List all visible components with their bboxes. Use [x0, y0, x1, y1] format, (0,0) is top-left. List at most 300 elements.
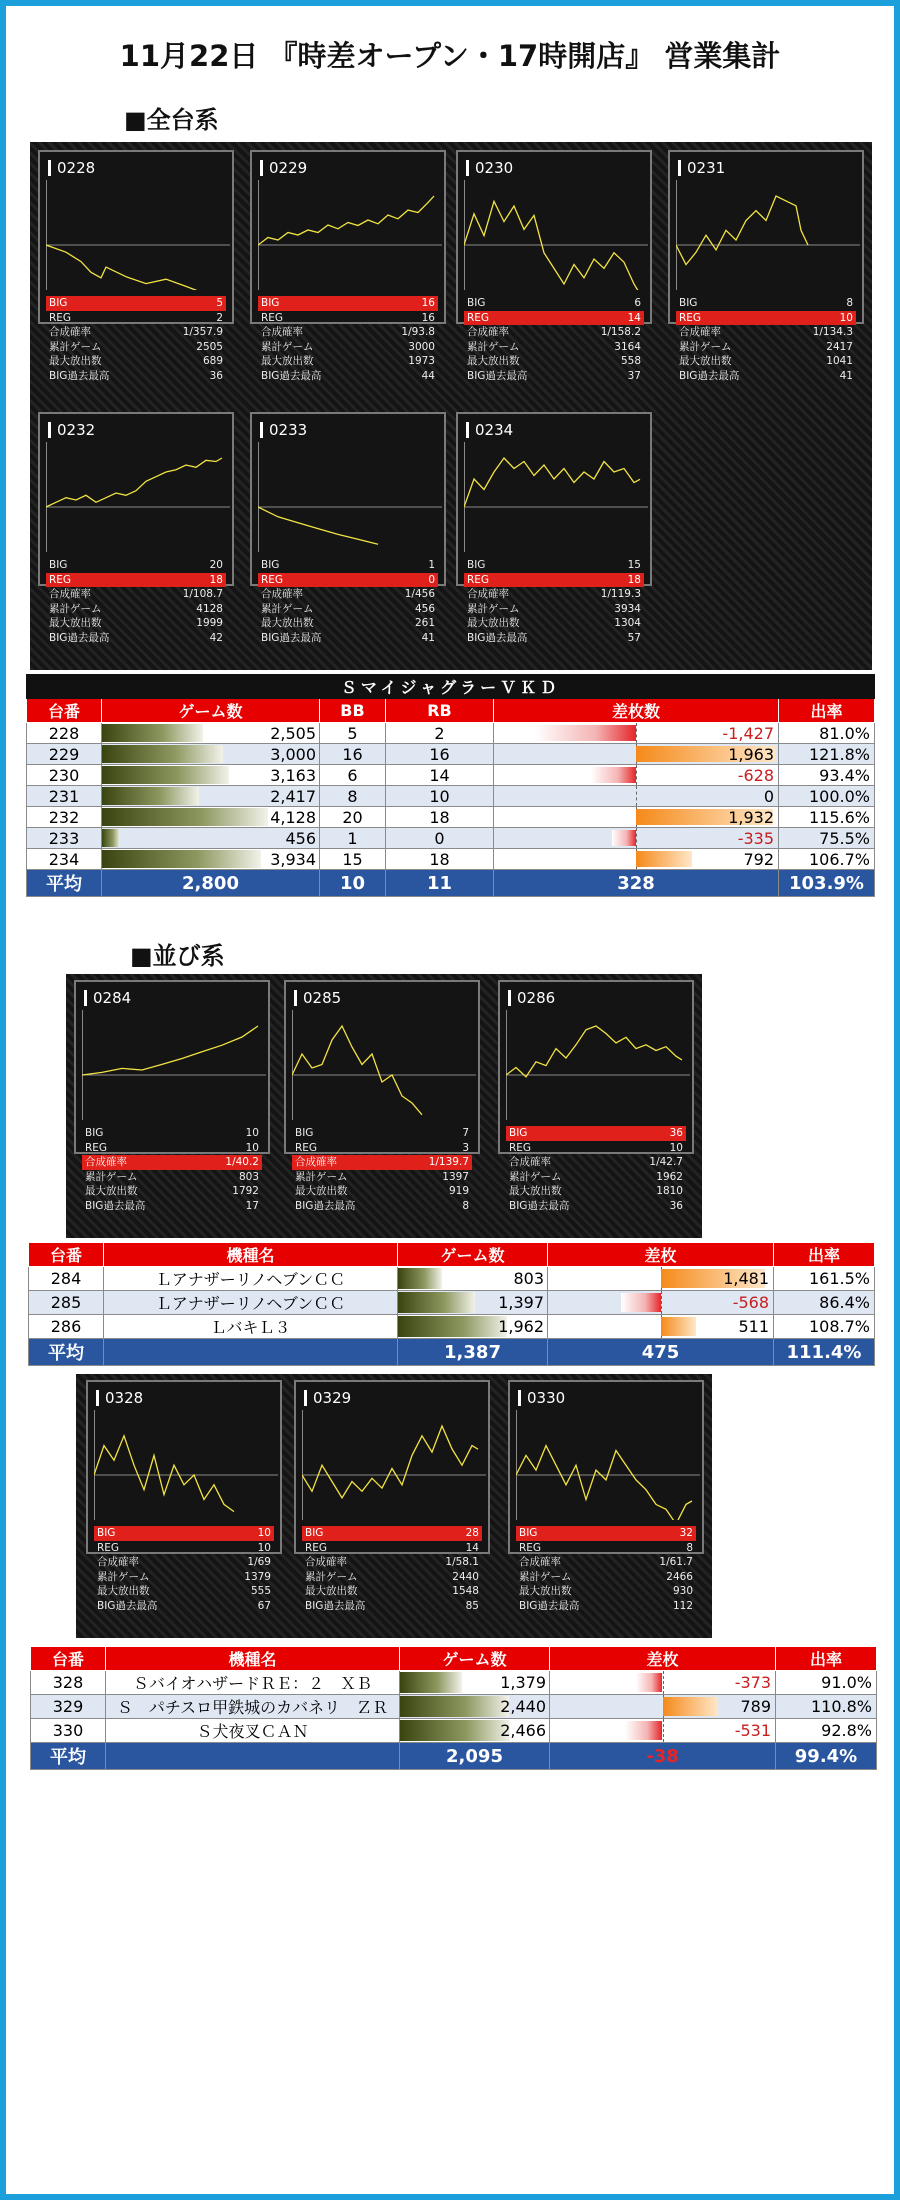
stat-label: REG	[49, 311, 72, 324]
machine-number: 286	[29, 1315, 104, 1339]
diff-cell: -1,427	[494, 723, 779, 744]
machine-number: 284	[29, 1267, 104, 1291]
stat-value: 0	[428, 573, 435, 586]
games-cell: 803	[398, 1267, 548, 1291]
stat-label: 累計ゲーム	[49, 602, 102, 615]
rate-cell: 91.0%	[776, 1671, 877, 1695]
stat-row	[302, 1555, 482, 1570]
stat-row	[302, 1570, 482, 1585]
card-chart	[258, 180, 442, 290]
stat-value: 67	[257, 1599, 271, 1612]
stat-value: 112	[672, 1599, 693, 1612]
card-chart	[46, 180, 230, 290]
rate-cell: 86.4%	[774, 1291, 875, 1315]
stat-value: 10	[245, 1127, 259, 1139]
rb-cell: 14	[386, 765, 494, 786]
card-number: 0233	[260, 422, 307, 438]
stat-label: BIG過去最高	[85, 1199, 146, 1212]
stat-value: 16	[421, 311, 435, 324]
stat-value: 2	[216, 311, 223, 324]
stat-row	[464, 354, 644, 369]
stat-label: 最大放出数	[49, 617, 102, 630]
machine-number: 234	[27, 849, 102, 870]
stat-label: 合成確率	[509, 1156, 551, 1169]
machine-name-banner: ＳマイジャグラーＶＫＤ	[27, 675, 875, 699]
stat-row	[506, 1199, 686, 1214]
card-number: 0329	[304, 1390, 351, 1406]
stat-value: 1041	[826, 355, 853, 368]
diff-cell: -373	[550, 1671, 776, 1695]
stat-row	[292, 1170, 472, 1185]
stat-row	[506, 1141, 686, 1156]
bb-cell: 20	[320, 807, 386, 828]
machine-name: ＬバキＬ３	[104, 1315, 398, 1339]
table-row	[27, 765, 875, 786]
stat-row	[292, 1126, 472, 1141]
table-row-group2	[30, 1646, 877, 1770]
stat-value: 1/139.7	[428, 1156, 469, 1169]
diff-cell: -628	[494, 765, 779, 786]
stat-label: BIG過去最高	[509, 1199, 570, 1212]
card-chart	[464, 442, 648, 552]
stat-row	[46, 602, 226, 617]
card-chart	[302, 1410, 486, 1520]
stat-row	[258, 631, 438, 646]
card-stats	[82, 1126, 262, 1214]
stat-label: 最大放出数	[467, 355, 520, 368]
stat-value: 14	[627, 311, 641, 324]
stat-label: 合成確率	[467, 326, 509, 339]
stat-value: 3000	[408, 340, 435, 353]
card-chart	[516, 1410, 700, 1520]
stat-value: 10	[669, 1141, 683, 1154]
card-number: 0228	[48, 160, 95, 176]
games-cell: 456	[102, 828, 320, 849]
stat-value: 41	[839, 369, 853, 382]
diff-cell: 792	[494, 849, 779, 870]
stat-value: 17	[245, 1199, 259, 1212]
stat-value: 1962	[656, 1170, 683, 1183]
stat-value: 2417	[826, 340, 853, 353]
slump-line	[82, 1026, 258, 1075]
stat-value: 1973	[408, 355, 435, 368]
slump-line	[464, 458, 640, 507]
stat-label: 最大放出数	[679, 355, 732, 368]
diff-cell: 1,963	[494, 744, 779, 765]
stat-value: 36	[669, 1199, 683, 1212]
stat-value: 7	[462, 1127, 469, 1139]
stat-label: 合成確率	[295, 1156, 337, 1169]
games-cell: 3,163	[102, 765, 320, 786]
rb-cell: 18	[386, 807, 494, 828]
stat-value: 8	[462, 1199, 469, 1212]
stat-value: 6	[634, 297, 641, 309]
stat-row	[292, 1141, 472, 1156]
stat-value: 2505	[196, 340, 223, 353]
stat-label: 合成確率	[519, 1556, 561, 1569]
stat-label: BIG	[49, 297, 68, 309]
card-stats	[302, 1526, 482, 1614]
slump-line	[464, 201, 640, 290]
games-cell: 1,397	[398, 1291, 548, 1315]
machine-card-0329	[294, 1380, 490, 1612]
column-header: ゲーム数	[400, 1647, 550, 1671]
table-row	[27, 723, 875, 744]
stat-row	[464, 340, 644, 355]
stat-row	[258, 311, 438, 326]
section-title-row: ■並び系	[130, 942, 225, 970]
stat-value: 1/119.3	[600, 588, 641, 601]
games-cell: 1,962	[398, 1315, 548, 1339]
stat-value: 1	[428, 559, 435, 571]
slump-line	[46, 245, 206, 290]
stat-row	[258, 573, 438, 588]
stat-label: REG	[97, 1541, 120, 1554]
rb-cell: 18	[386, 849, 494, 870]
stat-label: 最大放出数	[261, 617, 314, 630]
machine-card-0231	[668, 150, 864, 382]
card-stats	[464, 296, 644, 384]
stat-row	[464, 573, 644, 588]
avg-rate: 99.4%	[776, 1743, 877, 1770]
stat-row	[676, 369, 856, 384]
stat-value: 18	[209, 573, 223, 586]
machine-card-0233	[250, 412, 446, 644]
table-row	[27, 786, 875, 807]
stat-label: BIG過去最高	[467, 631, 528, 644]
avg-games: 2,800	[102, 870, 320, 897]
average-row	[27, 870, 875, 897]
diff-cell: 0	[494, 786, 779, 807]
stat-value: 37	[627, 369, 641, 382]
stat-row	[464, 296, 644, 311]
avg-diff: -38	[550, 1743, 776, 1770]
slump-line	[302, 1426, 478, 1498]
card-chart	[506, 1010, 690, 1120]
rate-cell: 108.7%	[774, 1315, 875, 1339]
games-cell: 1,379	[400, 1671, 550, 1695]
stat-value: 10	[257, 1527, 271, 1539]
stat-label: BIG過去最高	[97, 1599, 158, 1612]
stat-value: 36	[209, 369, 223, 382]
table-row-group1	[28, 1242, 875, 1366]
avg-blank	[106, 1743, 400, 1770]
column-header: 出率	[779, 699, 875, 723]
stat-label: BIG	[467, 297, 486, 309]
stat-value: 36	[669, 1127, 683, 1139]
stat-label: 合成確率	[467, 588, 509, 601]
rate-cell: 92.8%	[776, 1719, 877, 1743]
table-row	[27, 828, 875, 849]
stat-value: 1/158.2	[600, 326, 641, 339]
machine-name: ＳバイオハザードＲＥ：２ ＸＢ	[106, 1671, 400, 1695]
stat-value: 10	[245, 1141, 259, 1154]
stat-row	[46, 369, 226, 384]
slump-line	[258, 196, 434, 245]
stat-label: REG	[295, 1141, 318, 1154]
card-stats	[46, 296, 226, 384]
stat-row	[302, 1584, 482, 1599]
card-number: 0285	[294, 990, 341, 1006]
stat-label: BIG過去最高	[679, 369, 740, 382]
stat-value: 1792	[232, 1185, 259, 1198]
avg-games: 1,387	[398, 1339, 548, 1366]
stat-row	[292, 1184, 472, 1199]
machine-name: ＬアナザーリノヘブンＣＣ	[104, 1291, 398, 1315]
stat-row	[46, 340, 226, 355]
table-row	[27, 807, 875, 828]
rate-cell: 100.0%	[779, 786, 875, 807]
stat-value: 1/58.1	[445, 1556, 479, 1569]
stat-value: 919	[448, 1185, 469, 1198]
bb-cell: 8	[320, 786, 386, 807]
stat-row	[82, 1170, 262, 1185]
stat-label: 累計ゲーム	[261, 340, 314, 353]
stat-row	[464, 311, 644, 326]
card-stats	[258, 296, 438, 384]
stat-value: 456	[414, 602, 435, 615]
stat-label: 最大放出数	[49, 355, 102, 368]
stat-row	[302, 1526, 482, 1541]
stat-row	[516, 1584, 696, 1599]
stat-label: BIG	[519, 1527, 538, 1539]
stat-row	[82, 1184, 262, 1199]
machine-name: Ｓ犬夜叉ＣＡＮ	[106, 1719, 400, 1743]
stat-value: 930	[672, 1585, 693, 1598]
stat-label: 合成確率	[679, 326, 721, 339]
stat-value: 15	[627, 559, 641, 571]
slump-line	[94, 1436, 234, 1512]
bb-cell: 16	[320, 744, 386, 765]
diff-cell: -335	[494, 828, 779, 849]
column-header: 差枚	[548, 1243, 774, 1267]
machine-card-0230	[456, 150, 652, 382]
card-stats	[516, 1526, 696, 1614]
stat-value: 32	[679, 1527, 693, 1539]
stat-value: 5	[216, 297, 223, 309]
rate-cell: 115.6%	[779, 807, 875, 828]
stat-row	[516, 1526, 696, 1541]
stat-value: 1/134.3	[812, 326, 853, 339]
stat-label: 合成確率	[49, 326, 91, 339]
stat-label: 最大放出数	[85, 1185, 138, 1198]
stat-value: 44	[421, 369, 435, 382]
machine-card-0328	[86, 1380, 282, 1612]
stat-label: 合成確率	[261, 326, 303, 339]
avg-label: 平均	[27, 870, 102, 897]
avg-diff: 475	[548, 1339, 774, 1366]
stat-row	[46, 354, 226, 369]
column-header: 機種名	[106, 1647, 400, 1671]
diff-cell: 789	[550, 1695, 776, 1719]
stat-value: 1397	[442, 1170, 469, 1183]
slump-line	[292, 1026, 422, 1115]
rb-cell: 16	[386, 744, 494, 765]
stat-label: 累計ゲーム	[97, 1570, 150, 1583]
stat-row	[258, 616, 438, 631]
bb-cell: 5	[320, 723, 386, 744]
stat-label: 最大放出数	[261, 355, 314, 368]
machine-number: 328	[31, 1671, 106, 1695]
stat-label: BIG過去最高	[305, 1599, 366, 1612]
bb-cell: 1	[320, 828, 386, 849]
card-chart	[258, 442, 442, 552]
games-cell: 2,417	[102, 786, 320, 807]
column-header: ゲーム数	[398, 1243, 548, 1267]
stat-row	[292, 1155, 472, 1170]
column-header: 台番	[31, 1647, 106, 1671]
stat-value: 8	[686, 1541, 693, 1554]
stat-value: 803	[238, 1170, 259, 1183]
stat-label: BIG	[509, 1127, 528, 1139]
stat-row	[82, 1141, 262, 1156]
stat-row	[94, 1555, 274, 1570]
stat-value: 3934	[614, 602, 641, 615]
stat-label: BIG過去最高	[261, 631, 322, 644]
avg-label: 平均	[31, 1743, 106, 1770]
rb-cell: 2	[386, 723, 494, 744]
games-cell: 3,000	[102, 744, 320, 765]
games-cell: 4,128	[102, 807, 320, 828]
stat-label: 累計ゲーム	[509, 1170, 562, 1183]
stat-row	[46, 631, 226, 646]
stat-value: 16	[421, 297, 435, 309]
stat-label: 累計ゲーム	[305, 1570, 358, 1583]
stat-label: REG	[261, 311, 284, 324]
stat-row	[464, 602, 644, 617]
machine-number: 228	[27, 723, 102, 744]
stat-label: 累計ゲーム	[679, 340, 732, 353]
rate-cell: 93.4%	[779, 765, 875, 786]
stat-value: 1304	[614, 617, 641, 630]
machine-number: 330	[31, 1719, 106, 1743]
stat-value: 2466	[666, 1570, 693, 1583]
column-header: RB	[386, 699, 494, 723]
stat-value: 261	[414, 617, 435, 630]
column-header: 出率	[774, 1243, 875, 1267]
stat-label: 累計ゲーム	[467, 340, 520, 353]
table-row	[29, 1267, 875, 1291]
stat-label: BIG	[305, 1527, 324, 1539]
stat-value: 689	[202, 355, 223, 368]
stat-row	[676, 354, 856, 369]
machine-number: 229	[27, 744, 102, 765]
card-number: 0330	[518, 1390, 565, 1406]
stat-value: 57	[627, 631, 641, 644]
stat-label: 合成確率	[261, 588, 303, 601]
machine-name: ＬアナザーリノヘブンＣＣ	[104, 1267, 398, 1291]
stat-row	[464, 325, 644, 340]
stat-label: BIG	[49, 559, 68, 571]
stat-row	[94, 1526, 274, 1541]
stat-label: REG	[679, 311, 702, 324]
diff-cell: 511	[548, 1315, 774, 1339]
stat-row	[46, 558, 226, 573]
stat-row	[94, 1599, 274, 1614]
avg-label: 平均	[29, 1339, 104, 1366]
stat-row	[94, 1570, 274, 1585]
games-cell: 2,466	[400, 1719, 550, 1743]
table-row	[27, 744, 875, 765]
stat-row	[258, 587, 438, 602]
stat-label: 合成確率	[97, 1556, 139, 1569]
card-stats	[464, 558, 644, 646]
stat-label: REG	[467, 573, 490, 586]
machine-card-0234	[456, 412, 652, 644]
stat-value: 1/93.8	[401, 326, 435, 339]
stat-row	[676, 311, 856, 326]
machine-number: 232	[27, 807, 102, 828]
stat-row	[506, 1184, 686, 1199]
stat-label: 累計ゲーム	[467, 602, 520, 615]
stat-row	[676, 325, 856, 340]
card-chart	[94, 1410, 278, 1520]
stat-row	[258, 369, 438, 384]
card-number: 0229	[260, 160, 307, 176]
card-number: 0234	[466, 422, 513, 438]
stat-label: REG	[85, 1141, 108, 1154]
table-row	[31, 1695, 877, 1719]
stat-row	[302, 1599, 482, 1614]
table-row	[27, 849, 875, 870]
stat-row	[506, 1126, 686, 1141]
bb-cell: 6	[320, 765, 386, 786]
card-number: 0232	[48, 422, 95, 438]
stat-row	[516, 1555, 696, 1570]
stat-label: BIG	[97, 1527, 116, 1539]
stat-label: BIG過去最高	[261, 369, 322, 382]
diff-cell: -568	[548, 1291, 774, 1315]
stat-label: 合成確率	[49, 588, 91, 601]
stat-value: 20	[209, 559, 223, 571]
stat-value: 8	[846, 297, 853, 309]
stat-value: 1/357.9	[182, 326, 223, 339]
stat-row	[302, 1541, 482, 1556]
stat-label: BIG過去最高	[467, 369, 528, 382]
stat-label: BIG過去最高	[295, 1199, 356, 1212]
stat-value: 1/42.7	[649, 1156, 683, 1169]
stat-row	[464, 587, 644, 602]
machine-card-0228	[38, 150, 234, 382]
stat-row	[464, 616, 644, 631]
column-header: 台番	[27, 699, 102, 723]
stat-label: 最大放出数	[97, 1585, 150, 1598]
stat-label: 累計ゲーム	[49, 340, 102, 353]
stat-label: BIG過去最高	[519, 1599, 580, 1612]
stat-value: 10	[839, 311, 853, 324]
rate-cell: 121.8%	[779, 744, 875, 765]
rb-cell: 0	[386, 828, 494, 849]
stat-row	[46, 587, 226, 602]
stat-value: 1/61.7	[659, 1556, 693, 1569]
stat-row	[292, 1199, 472, 1214]
stat-label: BIG過去最高	[49, 369, 110, 382]
stat-value: 555	[250, 1585, 271, 1598]
rate-cell: 75.5%	[779, 828, 875, 849]
card-stats	[46, 558, 226, 646]
machine-number: 231	[27, 786, 102, 807]
stat-row	[82, 1155, 262, 1170]
rate-cell: 110.8%	[776, 1695, 877, 1719]
stat-row	[94, 1584, 274, 1599]
stat-value: 18	[627, 573, 641, 586]
stat-value: 1/40.2	[225, 1156, 259, 1169]
column-header: ゲーム数	[102, 699, 320, 723]
stat-label: REG	[519, 1541, 542, 1554]
card-number: 0230	[466, 160, 513, 176]
slump-line	[46, 458, 222, 507]
stat-value: 1999	[196, 617, 223, 630]
